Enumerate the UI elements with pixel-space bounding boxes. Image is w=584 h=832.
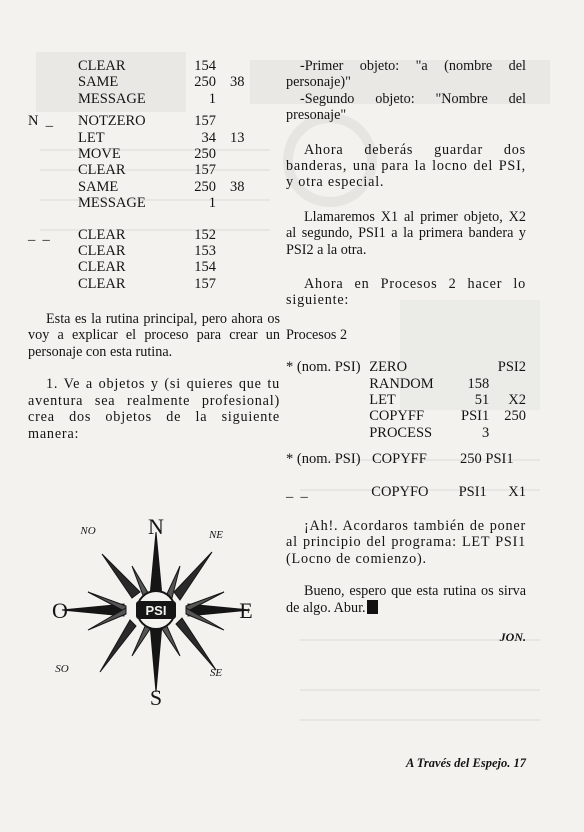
code-line: PROCESS 3 (369, 424, 490, 441)
compass-label-s: S (149, 685, 163, 708)
compass-rose-illustration (40, 512, 272, 708)
text-cursor-block (367, 600, 378, 614)
author-signature: JON. (499, 630, 526, 645)
first-object-line: -Primer objeto: "a (nombre del personaje)" (286, 58, 526, 91)
compass-label-se: SE (209, 667, 223, 679)
left-code-block-2 (28, 227, 280, 293)
intro-paragraph: Esta es la rutina principal, pero ahora os voy a explicar el proceso para crear un personaje con esta rutina. (28, 311, 280, 360)
step-1-paragraph: 1. Ve a objetos y (si quieres que tu aventura sea realmente profesional) crea dos objetos de la siguiente manera: (28, 376, 280, 442)
left-code-block-1 (28, 58, 280, 212)
right-code-block-1 (286, 359, 526, 441)
code-line: COPYFF PSI1 250 (369, 408, 526, 425)
code-line: CLEAR 154 (78, 58, 216, 74)
compass-label-o: O (52, 598, 68, 623)
closing-paragraph: Bueno, espero que esta rutina os sirva de algo. Abur. (286, 583, 526, 616)
compass-label-so: SO (55, 663, 69, 675)
code-line: _ _ CLEAR 152 (28, 226, 216, 243)
code-line: LET 34 13 (78, 129, 245, 146)
compass-label-n: N (148, 514, 164, 539)
code-line: N _ NOTZERO 157 (28, 113, 216, 130)
code-line: CLEAR 153 (78, 242, 216, 259)
code-line: MESSAGE 1 (78, 195, 216, 212)
code-line: MESSAGE 1 (78, 90, 216, 107)
code-line: _ _ COPYFO PSI1 X1 (286, 483, 526, 500)
right-column (286, 58, 526, 657)
compass-label-ne: NE (208, 529, 224, 541)
procesos-heading: Procesos 2 (286, 326, 348, 343)
code-line: CLEAR 157 (78, 162, 216, 179)
compass-center-label: PSI (145, 603, 167, 618)
naming-paragraph: Llamaremos X1 al primer objeto, X2 al segundo, PSI1 a la primera bandera y PSI2 a la otra. (286, 208, 526, 258)
code-line: SAME 250 38 (78, 74, 245, 91)
page-footer: A Través del Espejo. 17 (405, 756, 526, 770)
compass-label-no: NO (80, 525, 96, 537)
code-line: CLEAR 157 (78, 275, 216, 292)
compass-label-e: E (239, 598, 253, 623)
left-column (28, 58, 280, 442)
second-object-line: -Segundo objeto: "Nombre del presonaje" (286, 90, 526, 124)
code-line: SAME 250 38 (78, 178, 245, 195)
reminder-paragraph: ¡Ah!. Acordaros también de poner al principio del programa: LET PSI1 (Locno de comienzo). (286, 518, 526, 567)
code-line: * (nom. PSI) COPYFF 250 PSI1 (286, 451, 514, 468)
right-code-block-3 (286, 484, 526, 500)
code-line: * (nom. PSI) ZERO PSI2 (286, 359, 526, 376)
code-line: RANDOM 158 (369, 375, 490, 392)
right-code-block-2 (286, 451, 526, 467)
code-line: LET 51 X2 (369, 392, 526, 409)
code-line: MOVE 250 (78, 145, 216, 162)
flags-paragraph: Ahora deberás guardar dos banderas, una para la locno del PSI, y otra especial. (286, 141, 526, 191)
procesos-intro-paragraph: Ahora en Procesos 2 hacer lo siguiente: (286, 276, 526, 309)
code-line: CLEAR 154 (78, 259, 216, 276)
